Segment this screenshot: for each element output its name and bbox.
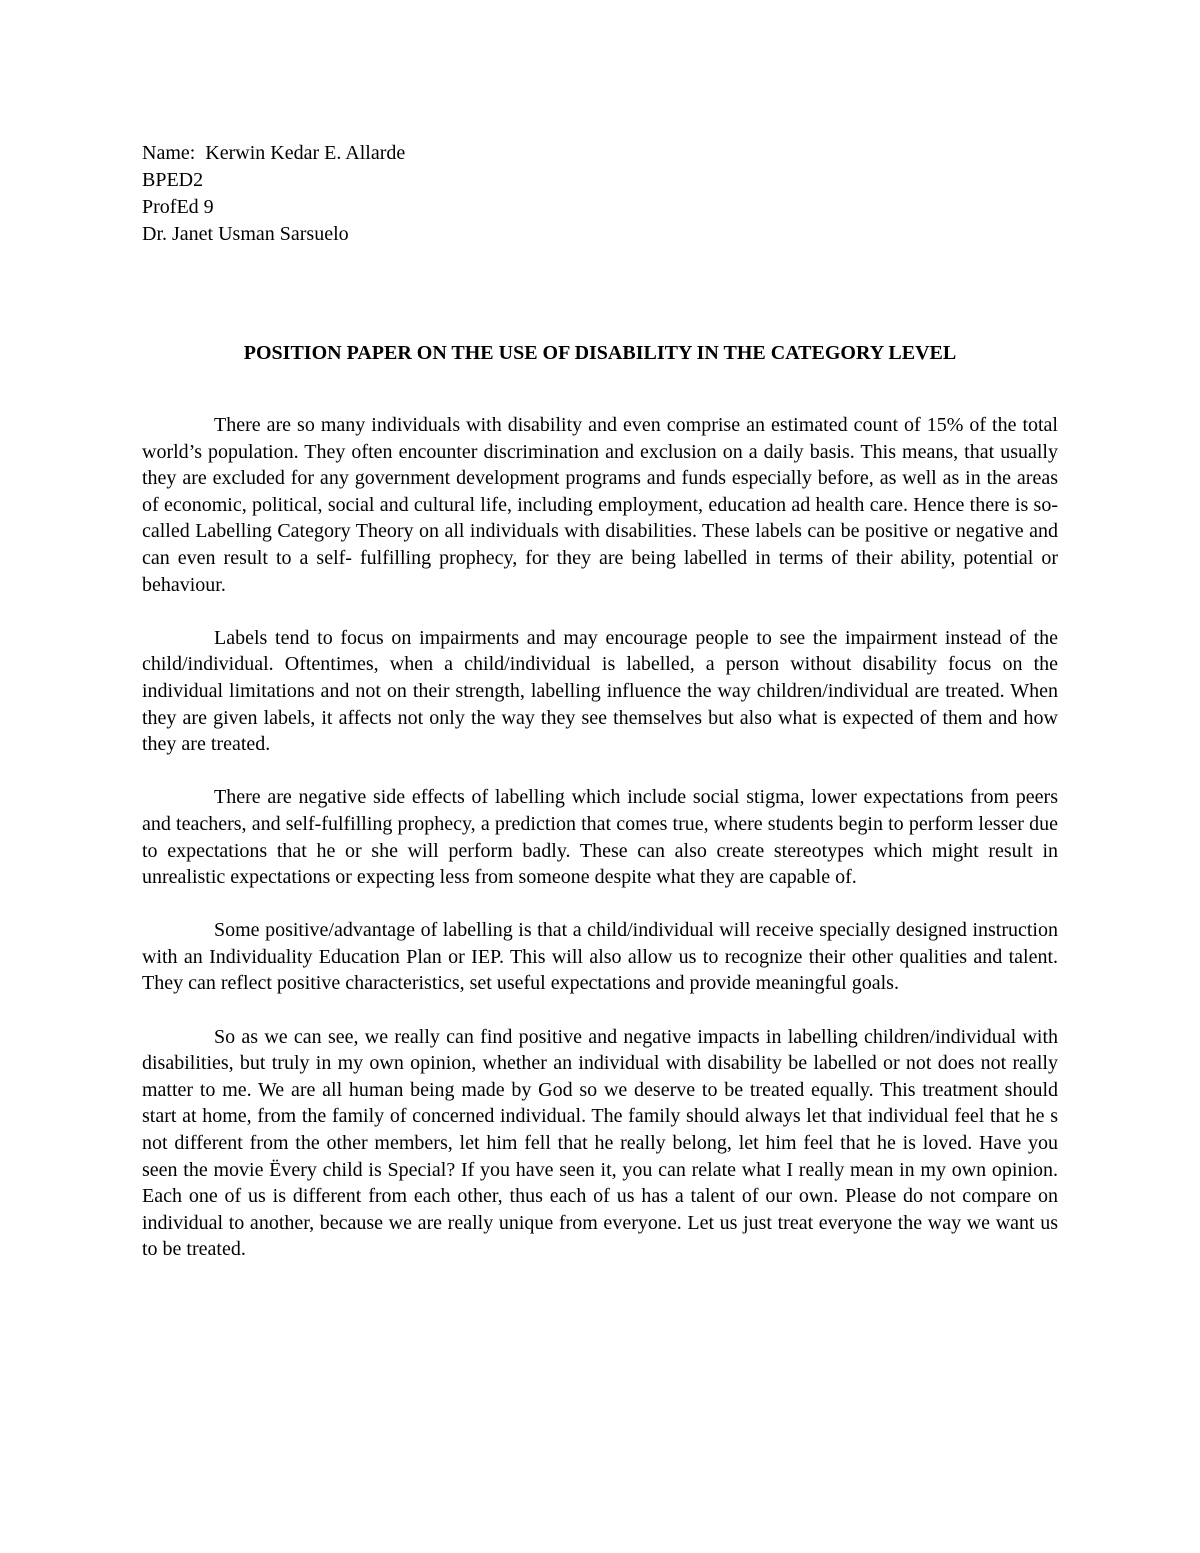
student-name-line: Name: Kerwin Kedar E. Allarde: [142, 142, 406, 164]
paragraph-conclusion: So as we can see, we really can find positive and negative impacts in labelling children/individual with disabilities, but truly in my own opinion, whether an individual with disability be labelled or not does not really matter to me. We are all human being made by God so we deserve to be treated equally. This treatment should start at home, from the family of concerned individual. The family should always let that individual feel that he s not different from the other members, let him fell that he really belong, let him feel that he is loved. Have you seen the movie Ëvery child is Special? If you have seen it, you can relate what I really mean in my own opinion. Each one of us is different from each other, thus each of us has a talent of our own. Please do not compare on individual to another, because we are really unique from everyone. Let us just treat everyone the way we want us to be treated.: [142, 1025, 1058, 1261]
document-page: [142, 140, 1058, 1290]
instructor-line: Dr. Janet Usman Sarsuelo: [142, 223, 349, 245]
subject-line: ProfEd 9: [142, 196, 214, 218]
paragraph-negative-effects: There are negative side effects of labelling which include social stigma, lower expectations from peers and teachers, and self-fulfilling prophecy, a prediction that comes true, where students begin to perform lesser due to expectations that he or she will perform badly. These can also create stereotypes which might result in unrealistic expectations or expecting less from someone despite what they are capable of.: [142, 786, 1058, 889]
course-line: BPED2: [142, 169, 204, 191]
paragraph-intro: There are so many individuals with disability and even comprise an estimated count of 15% of the total world’s population. They often encounter discrimination and exclusion on a daily basis. This means, that usually they are excluded for any government development programs and funds especially before, as well as in the areas of economic, political, social and cultural life, including employment, education ad health care. Hence there is so-called Labelling Category Theory on all individuals with disabilities. These labels can be positive or negative and can even result to a self- fulfilling prophecy, for they are being labelled in terms of their ability, potential or behaviour.: [142, 414, 1058, 596]
paragraph-positive-effects: Some positive/advantage of labelling is that a child/individual will receive specially designed instruction with an Individuality Education Plan or IEP. This will also allow us to recognize their other qualities and talent. They can reflect positive characteristics, set useful expectations and provide meaningful goals.: [142, 919, 1058, 995]
document-title: POSITION PAPER ON THE USE OF DISABILITY IN THE CATEGORY LEVEL: [243, 342, 957, 364]
student-info-block: [142, 140, 1058, 248]
paragraph-labels-focus: Labels tend to focus on impairments and may encourage people to see the impairment instead of the child/individual. Oftentimes, when a child/individual is labelled, a person without disability focus on the individual limitations and not on their strength, labelling influence the way children/individual are treated. When they are given labels, it affects not only the way they see themselves but also what is expected of them and how they are treated.: [142, 626, 1058, 756]
document-body: [142, 412, 1058, 1263]
